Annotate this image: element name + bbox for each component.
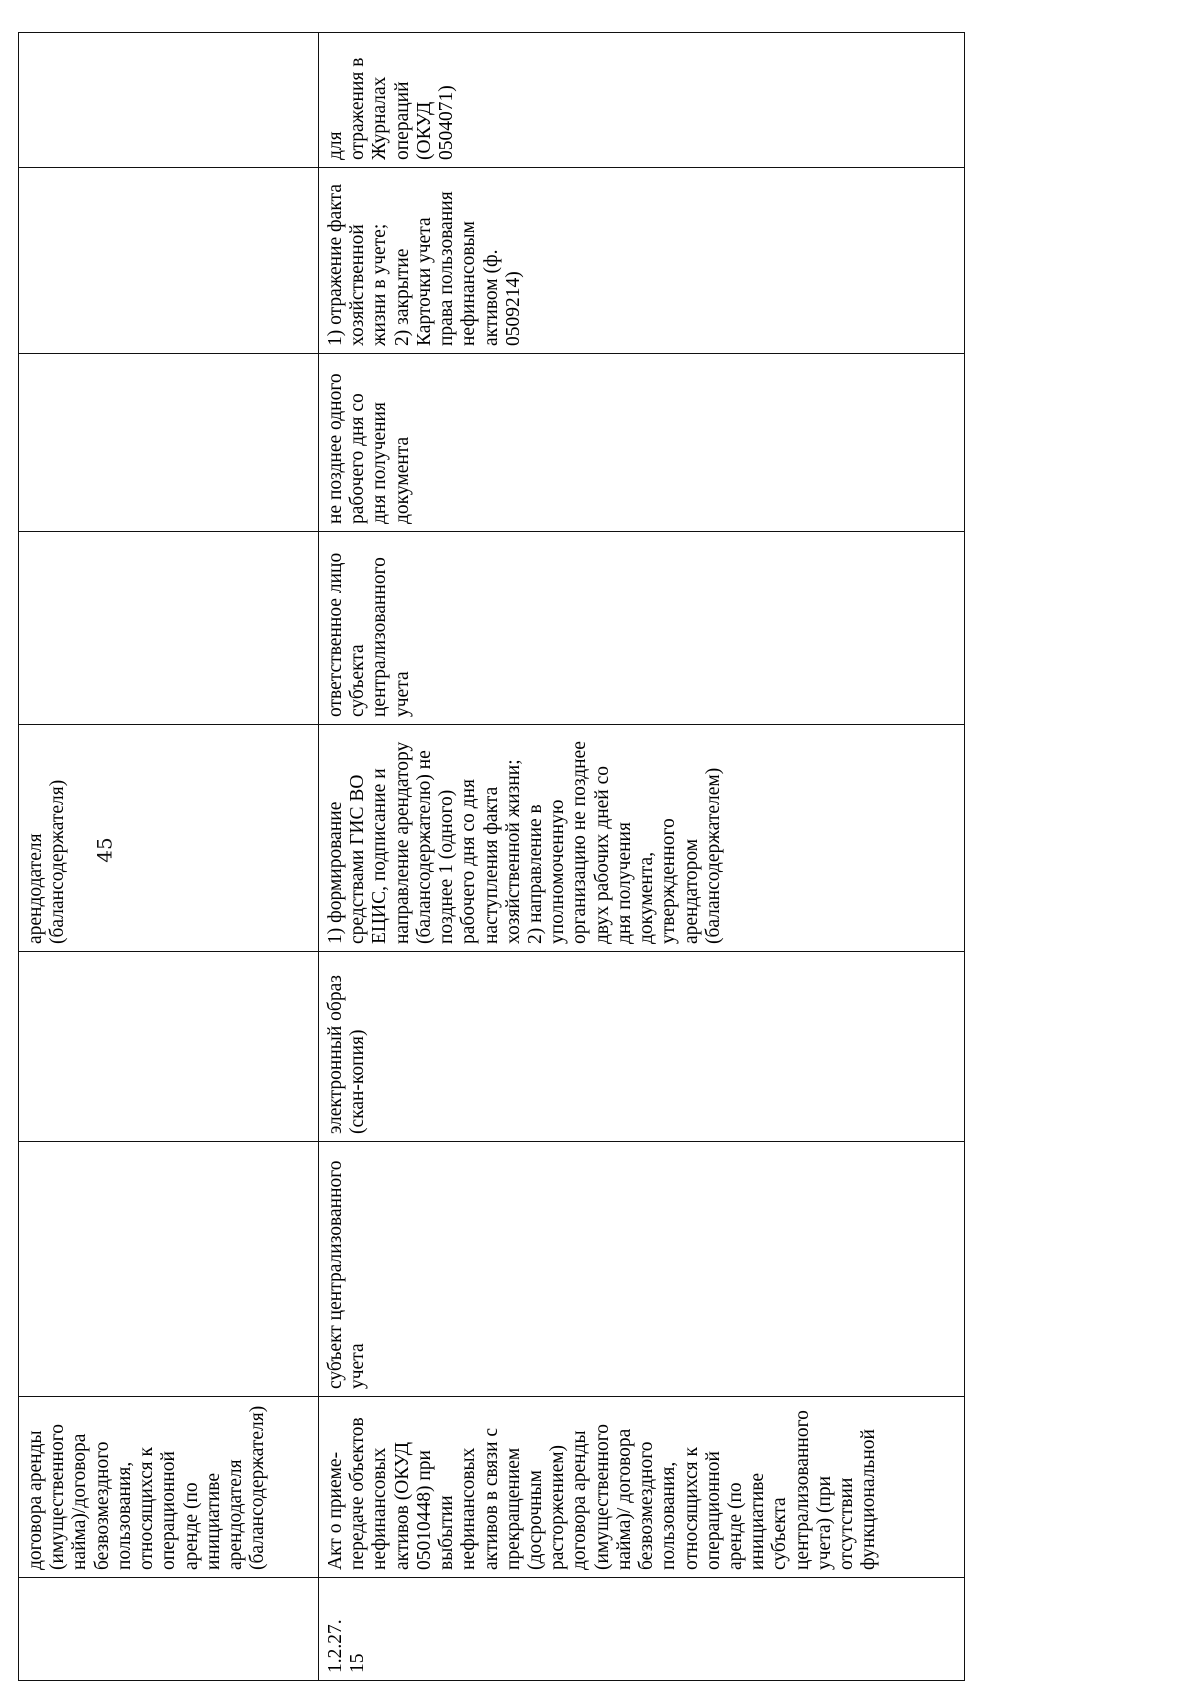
cell-creator: субъект централизованного учета bbox=[319, 1142, 965, 1397]
document-table bbox=[18, 32, 965, 1681]
cell-creator bbox=[19, 1142, 319, 1397]
cell-deadline: не позднее одного рабочего дня со дня получения документа bbox=[319, 354, 965, 532]
rotated-page-content bbox=[18, 33, 964, 1681]
cell-document-name: Акт о приеме-передаче объектов нефинансовых активов (ОКУД 05010448) при выбытии нефинансовых активов в связи с прекращением (досрочным расторжением) договора аренды (имущественного найма)/ договора безвозмездного пользования, относящихся к операционной аренде (по инициативе субъекта централизованного учета) (при отсутствии функциональной bbox=[319, 1397, 965, 1578]
cell-procedure: арендодателя (балансодержателя) bbox=[19, 725, 319, 952]
cell-item-number: 1.2.27. 15 bbox=[319, 1578, 965, 1681]
cell-format: электронный образ (скан-копия) bbox=[319, 952, 965, 1142]
cell-responsible: ответственное лицо субъекта централизованного учета bbox=[319, 532, 965, 725]
cell-purpose bbox=[19, 168, 319, 354]
table-row bbox=[319, 33, 965, 1681]
cell-format bbox=[19, 952, 319, 1142]
cell-document-name: договора аренды (имущественного найма)/договора безвозмездного пользования, относящихся к операционной аренде (по инициативе арендодателя (балансодержателя) bbox=[19, 1397, 319, 1578]
cell-procedure: 1) формирование средствами ГИС ВО ЕЦИС, подписание и направление арендатору (балансодержателю) не позднее 1 (одного) рабочего дня со дня наступления факта хозяйственной жизни; 2) направление в уполномоченную организацию не позднее двух рабочих дней со дня получения документа, утвержденного арендатором (балансодержателем) bbox=[319, 725, 965, 952]
cell-register: для отражения в Журналах операций (ОКУД 0504071) bbox=[319, 33, 965, 168]
cell-register bbox=[19, 33, 319, 168]
cell-deadline bbox=[19, 354, 319, 532]
table-row bbox=[19, 33, 319, 1681]
page-number: 45 bbox=[92, 837, 117, 863]
cell-responsible bbox=[19, 532, 319, 725]
cell-item-number bbox=[19, 1578, 319, 1681]
cell-purpose: 1) отражение факта хозяйственной жизни в учете; 2) закрытие Карточки учета права пользования нефинансовым активом (ф. 0509214) bbox=[319, 168, 965, 354]
